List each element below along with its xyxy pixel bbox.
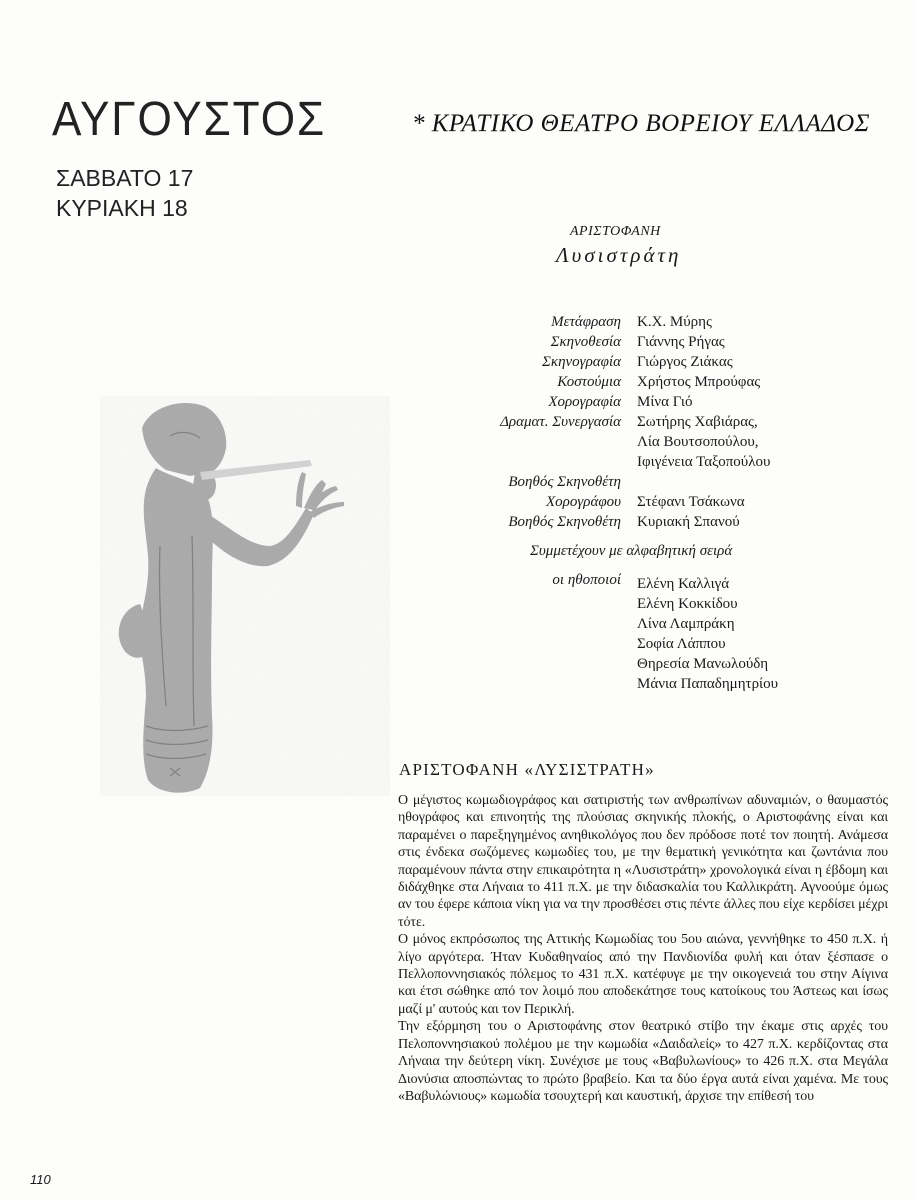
cast-label: οι ηθοποιοί — [552, 572, 621, 588]
credit-role-assistant-director-1: Βοηθός Σκηνοθέτη — [508, 474, 621, 490]
actor-2: Ελένη Κοκκίδου — [637, 596, 738, 612]
day-sunday: ΚΥΡΙΑΚΗ 18 — [56, 195, 188, 221]
play-title: Λυσιστράτη — [556, 243, 682, 267]
credit-role-direction: Σκηνοθεσία — [550, 334, 621, 350]
vase-painting-figure — [100, 396, 390, 796]
credit-name-direction: Γιάννης Ρήγας — [637, 334, 725, 350]
credit-name-translation: Κ.Χ. Μύρης — [637, 314, 712, 330]
article-title: ΑΡΙΣΤΟΦΑΝΗ «ΛΥΣΙΣΤΡΑΤΗ» — [399, 760, 655, 779]
credit-role-translation: Μετάφραση — [551, 314, 621, 330]
credit-name-dramaturgy-2: Λία Βουτσοπούλου, — [637, 434, 759, 450]
actor-3: Λίνα Λαμπράκη — [637, 616, 735, 632]
actor-6: Μάνια Παπαδημητρίου — [637, 676, 779, 692]
cast-intro: Συμμετέχουν με αλφαβητική σειρά — [530, 543, 733, 559]
article-body — [398, 792, 888, 1105]
actor-4: Σοφία Λάππου — [637, 636, 726, 652]
article-paragraph-3: Την εξόρμηση του ο Αριστοφάνης στον θεατρικό στίβο την έκαμε στις αρχές του Πελοποννησιακού πολέμου με την κωμωδία «Δαιδαλείς» το 427 π.Χ. κερδίζοντας στα Λήναια την δεύτερη νίκη. Συνέχισε με τους «Βαβυλωνίους» το 426 π.Χ. στα Μεγάλα Διονύσια αποσπώντας το πρώτο βραβείο. Και τα δύο έργα αυτά είναι χαμένα. Με τους «Βαβυλώνιους» κωμωδία τσουχτερή και καυστική, άρχισε την επίθεσή του — [398, 1019, 888, 1104]
credit-name-choreography: Μίνα Γιό — [637, 394, 693, 410]
theatre-name: * ΚΡΑΤΙΚΟ ΘΕΑΤΡΟ ΒΟΡΕΙΟΥ ΕΛΛΑΔΟΣ — [412, 110, 871, 137]
credit-role-set-design: Σκηνογραφία — [541, 354, 621, 370]
article-paragraph-2: Ο μόνος εκπρόσωπος της Αττικής Κωμωδίας του 5ου αιώνα, γεννήθηκε το 450 π.Χ. ή λίγο αργότερα. Ήταν Κυδαθηναίος από την Πανδιονίδα φυλή και όταν ξέσπασε ο Πελλοποννησιακός πόλεμος το 431 π.Χ. κατέφυγε με την οικογενειά του στην Αίγινα και έτσι σώθηκε από τον λοιμό που αποδεκάτησε τους κατοίκους του Άστεως και ίσως μαζί μ' αυτούς και τον Περικλή. — [398, 932, 888, 1017]
credit-name-costumes: Χρήστος Μπρούφας — [637, 374, 761, 390]
credit-role-choreography: Χορογραφία — [548, 394, 621, 410]
credit-role-dramaturgy: Δραματ. Συνεργασία — [500, 414, 621, 430]
credit-role-choreographer: Χορογράφου — [545, 494, 621, 510]
month-heading: ΑΥΓΟΥΣΤΟΣ — [52, 93, 327, 146]
day-saturday: ΣΑΒΒΑΤΟ 17 — [56, 165, 194, 191]
credit-name-set-design: Γιώργος Ζιάκας — [637, 354, 733, 370]
credit-role-assistant-director-2: Βοηθός Σκηνοθέτη — [508, 514, 621, 530]
credit-name-dramaturgy-1: Σωτήρης Χαβιάρας, — [637, 414, 758, 430]
article-paragraph-1: Ο μέγιστος κωμωδιογράφος και σατιριστής των ανθρωπίνων αδυναμιών, ο θαυμαστός ηθογράφος και επινοητής της πλούσιας σκηνικής πλοκής, ο Αριστοφάνης είναι και παραμένει ο παρεξηγημένος ανηθικολόγος που δεν πρόδοσε ποτέ τον ποιητή. Ανάμεσα στις ένδεκα σωζόμενες κωμωδίες του, με την θεματική γενικότητα και ζωντάνια που παραμένουν πάντα στην επικαιρότητα η «Λυσιστράτη» χρονολογικά είναι η έβδομη και διδάχθηκε στα Λήναια το 411 π.Χ. με την διδασκαλία του Καλλικράτη. Αγνοούμε όμως αν του έφερε κάποια νίκη για να την προσθέσει στις πέντε άλλες που είχε κερδίσει μέχρι τότε. — [398, 793, 888, 930]
actor-5: Θηρεσία Μανωλούδη — [637, 656, 769, 672]
piper-figure-illustration — [100, 396, 390, 796]
credit-name-choreographer: Στέφανι Τσάκωνα — [637, 494, 745, 510]
page-number: 110 — [30, 1172, 51, 1187]
credit-role-costumes: Κοστούμια — [557, 374, 621, 390]
credit-name-dramaturgy-3: Ιφιγένεια Ταξοπούλου — [637, 454, 771, 470]
credit-name-assistant-director-2: Κυριακή Σπανού — [637, 514, 740, 530]
play-author: ΑΡΙΣΤΟΦΑΝΗ — [570, 224, 661, 239]
actor-1: Ελένη Καλλιγά — [637, 576, 730, 592]
